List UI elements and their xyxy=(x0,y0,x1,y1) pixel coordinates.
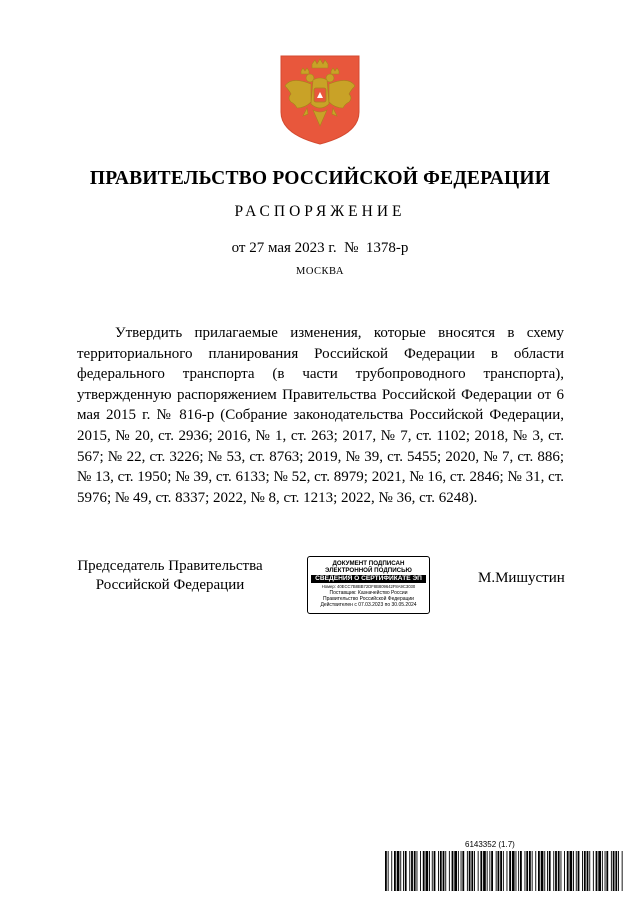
document-type: РАСПОРЯЖЕНИЕ xyxy=(234,203,406,220)
stamp-banner: СВЕДЕНИЯ О СЕРТИФИКАТЕ ЭП xyxy=(311,575,426,583)
signer-position-line2: Российской Федерации xyxy=(95,577,245,593)
signer-name: М.Мишустин xyxy=(478,570,565,586)
barcode-number: 6143352 (1.7) xyxy=(465,840,515,849)
body-paragraph: Утвердить прилагаемые изменения, которые вносятся в схему территориального планирования Российской Федерации в области федерального транспорта (в части трубопроводного транспорта), утвержденную распоряжением Правительства Российской Федерации от 6 мая 2015 г. № 816-р (Собрание законодательства Российской Федерации, 2015, № 20, ст. 2936; 2016, № 1, ст. 263; 2017, № 7, ст. 1102; 2018, № 3, ст. 567; № 22, ст. 3226; № 53, ст. 8763; 2019, № 39, ст. 5455; 2020, № 7, ст. 886; № 13, ст. 1950; № 39, ст. 6133; № 52, ст. 8979; 2021, № 16, ст. 2846; № 31, ст. 5976; № 49, ст. 8337; 2022, № 8, ст. 1213; 2022, № 36, ст. 6248). xyxy=(77,325,564,506)
stamp-issuer-line2: Правительство Российской Федерации xyxy=(323,596,414,602)
stamp-serial: Номер: 40ECC7B8BB72DF8B809642F8A9C3030 xyxy=(321,584,416,589)
barcode-icon xyxy=(385,851,625,891)
stamp-issuer-line1: Поставщик: Казначейство России xyxy=(329,590,408,596)
document-date: 27 мая 2023 г. xyxy=(249,240,337,256)
signer-position-line1: Председатель Правительства xyxy=(77,558,263,574)
electronic-signature-stamp xyxy=(307,556,430,614)
date-line xyxy=(0,240,640,257)
coat-of-arms-icon xyxy=(279,54,361,146)
document-number: 1378-р xyxy=(365,240,409,256)
signer-position xyxy=(70,557,270,595)
stamp-line2: ЭЛЕКТРОННОЙ ПОДПИСЬЮ xyxy=(325,567,412,574)
date-prefix: от xyxy=(231,240,246,256)
stamp-line1: ДОКУМЕНТ ПОДПИСАН xyxy=(332,560,405,567)
city: МОСКВА xyxy=(296,266,344,277)
number-sign: № xyxy=(344,240,359,256)
stamp-validity: Действителен с 07.03.2023 по 30.05.2024 xyxy=(320,602,417,608)
document-title: ПРАВИТЕЛЬСТВО РОССИЙСКОЙ ФЕДЕРАЦИИ xyxy=(89,168,551,189)
